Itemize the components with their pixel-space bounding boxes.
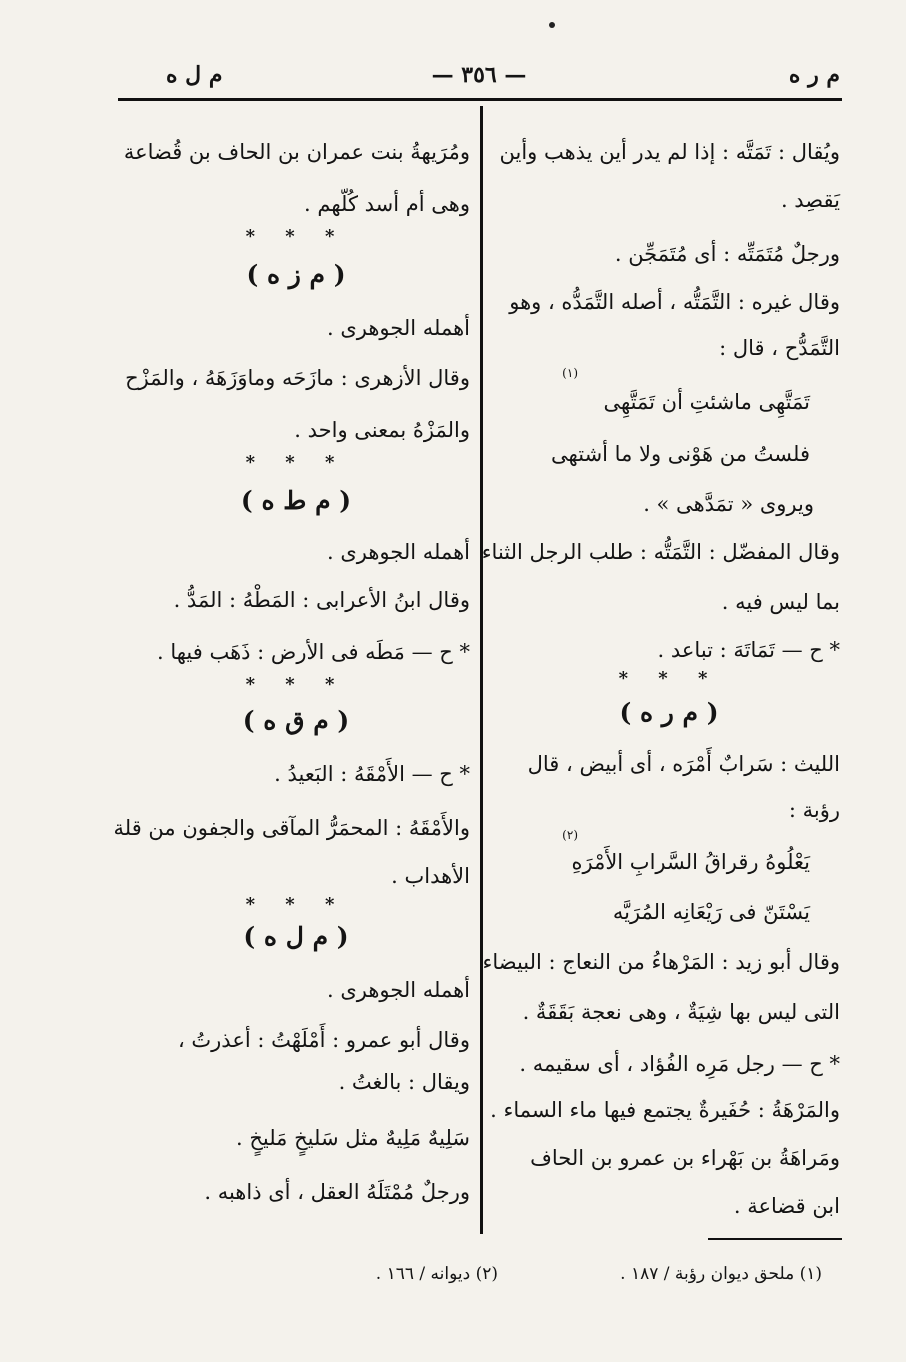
footnote-2: (٢) ديوانه / ١٦٦ . (375, 1264, 498, 1284)
text-line: أهمله الجوهرى . (326, 540, 470, 564)
text-line: أهمله الجوهرى . (326, 978, 470, 1002)
section-separator: * * * (618, 668, 720, 689)
text-line: وهى أم أسد كُلّهم . (304, 192, 470, 216)
text-line: والأَمْقَهُ : المحمَرُّ المآقى والجفون من قلة (113, 816, 470, 840)
header-rule (118, 98, 842, 101)
text-line: يَقصِد . (780, 188, 840, 212)
text-line: ورجلٌ مُتَمَتِّه : أى مُتَمَجِّن . (614, 242, 840, 266)
text-line: الليث : سَرابٌ أَمْرَه ، أى أبيض ، قال (527, 752, 840, 776)
column-divider (480, 106, 483, 1234)
text-line: والمَزْهُ بمعنى واحد . (294, 418, 470, 442)
text-line: وقال الأزهرى : مازَحَه وماوَزَهَهُ ، والمَزْح (125, 366, 470, 390)
footnote-marker: (١) (562, 366, 578, 380)
text-line: التى ليس بها شِيَةٌ ، وهى نعجة بَقَقَةٌ . (522, 1000, 840, 1024)
entry-heading: ( م ز ه ) (246, 260, 346, 289)
header-left-root: م ل ه (166, 62, 223, 88)
footnote-1: (١) ملحق ديوان رؤبة / ١٨٧ . (620, 1264, 822, 1284)
text-line: وقال المفضّل : التَّمَتُّه : طلب الرجل الثناء (481, 540, 840, 564)
verse-line: يَعْلُوهُ رقراقُ السَّرابِ الأَمْرَهِ (571, 850, 810, 874)
text-line: ومَراهَةُ بن بَهْراء بن عمرو بن الحاف (530, 1146, 840, 1170)
text-line: * ح — تَمَاتَهَ : تباعد . (657, 638, 840, 662)
footnote-marker: (٢) (562, 828, 578, 842)
text-line: رؤبة : (788, 798, 840, 822)
entry-heading: ( م ط ه ) (240, 486, 352, 515)
running-header (118, 58, 840, 98)
text-line: وقال أبو زيد : المَرْهاءُ من النعاج : البيضاء (482, 950, 840, 974)
page-dot (549, 22, 555, 28)
section-separator: * * * (245, 674, 347, 695)
text-line: ويُقال : تَمَتَّه : إذا لم يدر أين يذهب وأين (499, 140, 840, 164)
verse-line: تَمَتَّهِى ماشئتِ أن تَمَتَّهِى (603, 390, 810, 414)
text-line: وقال ابنُ الأعرابى : المَطْهُ : المَدُّ . (173, 588, 470, 612)
text-line: ويقال : بالغتُ . (338, 1070, 470, 1094)
text-line: * ح — مَطَه فى الأرض : ذَهَب فيها . (156, 640, 470, 664)
text-line: * ح — الأَمْقَهُ : البَعيدُ . (274, 762, 470, 786)
entry-heading: ( م ر ه ) (619, 698, 719, 727)
text-line: ابن قضاعة . (733, 1194, 840, 1218)
text-line: سَلِيهٌ مَلِيهٌ مثل سَليخٍ مَليخٍ . (235, 1126, 470, 1150)
footnote-rule (708, 1238, 842, 1240)
entry-heading: ( م ق ه ) (242, 706, 350, 735)
page-number: — ٣٥٦ — (431, 62, 527, 88)
text-line: والمَرْهَةُ : حُفَيرةٌ يجتمع فيها ماء السماء . (490, 1098, 840, 1122)
text-line: بما ليس فيه . (721, 590, 840, 614)
text-line: وقال أبو عمرو : أَمْلَهْتُ : أعذرتُ ، (177, 1028, 470, 1052)
text-line: ويروى « تمَدَّهى » . (643, 492, 814, 516)
text-line: وقال غيره : التَّمَتُّه ، أصله التَّمَدُّه ، وهو (509, 290, 840, 314)
text-line: أهمله الجوهرى . (326, 316, 470, 340)
section-separator: * * * (245, 452, 347, 473)
text-line: التَّمَدُّح ، قال : (719, 336, 840, 360)
entry-heading: ( م ل ه ) (243, 922, 349, 951)
text-line: الأهداب . (391, 864, 470, 888)
section-separator: * * * (245, 894, 347, 915)
text-line: ورجلٌ مُمْتَلَهُ العقل ، أى ذاهبه . (204, 1180, 470, 1204)
verse-line: فلستُ من هَوْنى ولا ما أشتهى (551, 442, 810, 466)
text-line: * ح — رجل مَرِه الفُؤاد ، أى سقيمه . (519, 1052, 840, 1076)
verse-line: يَسْتَنّ فى رَيْعَانِه المُرَيَّه (612, 900, 810, 924)
section-separator: * * * (245, 226, 347, 247)
text-line: ومُرَيهةُ بنت عمران بن الحاف بن قُضاعة (123, 140, 470, 164)
header-right-root: م ر ه (788, 62, 840, 88)
